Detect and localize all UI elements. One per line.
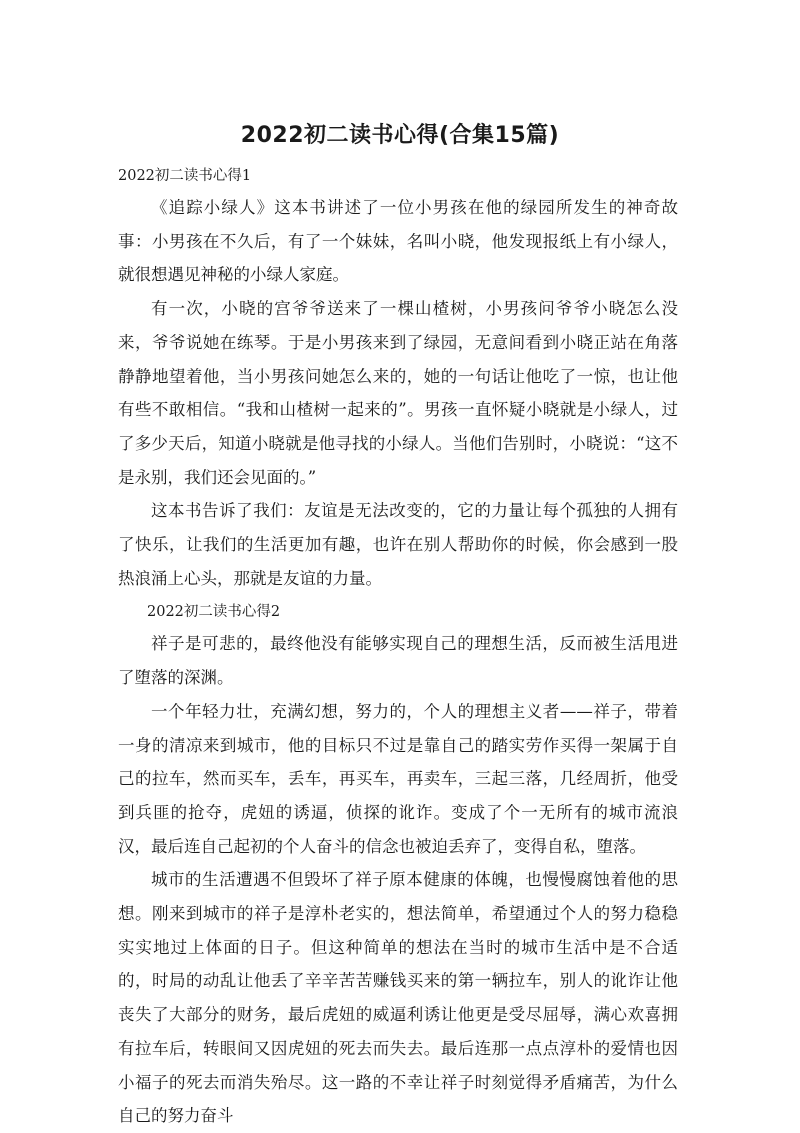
document-body: [118, 163, 678, 1133]
paragraph: 这本书告诉了我们：友谊是无法改变的，它的力量让每个孤独的人拥有了快乐，让我们的生活更加有趣，也许在别人帮助你的时候，你会感到一股热浪涌上心头，那就是友谊的力量。: [118, 501, 678, 588]
paragraph: 有一次，小晓的宫爷爷送来了一棵山楂树，小男孩问爷爷小晓怎么没来，爷爷说她在练琴。于是小男孩来到了绿园，无意间看到小晓正站在角落静静地望着他，当小男孩问她怎么来的，她的一句话让他吃了一惊，也让他有些不敢相信。“我和山楂树一起来的”。男孩一直怀疑小晓就是小绿人，过了多少天后，知道小晓就是他寻找的小绿人。当他们告别时，小晓说：“这不是永别，我们还会见面的。”: [118, 299, 678, 487]
paragraph: 城市的生活遭遇不但毁坏了祥子原本健康的体魄，也慢慢腐蚀着他的思想。刚来到城市的祥子是淳朴老实的，想法简单，希望通过个人的努力稳稳实实地过上体面的日子。但这种简单的想法在当时的城市生活中是不合适的，时局的动乱让他丢了辛辛苦苦赚钱买来的第一辆拉车，别人的讹诈让他丧失了大部分的财务，最后虎妞的威逼利诱让他更是受尽屈辱，满心欢喜拥有拉车后，转眼间又因虎妞的死去而失去。最后连那一点点淳朴的爱情也因小福子的死去而消失殆尽。这一路的不幸让祥子时刻觉得矛盾痛苦，为什么自己的努力奋斗: [118, 870, 678, 1126]
paragraph: 祥子是可悲的，最终他没有能够实现自己的理想生活，反而被生活甩进了堕落的深渊。: [118, 634, 678, 688]
section-heading: 2022初二读书心得2: [147, 604, 281, 621]
section-heading: 2022初二读书心得1: [118, 168, 252, 184]
paragraph: 《追踪小绿人》这本书讲述了一位小男孩在他的绿园所发生的神奇故事：小男孩在不久后，有了一个妹妹，名叫小晓，他发现报纸上有小绿人，就很想遇见神秘的小绿人家庭。: [118, 198, 678, 285]
document-title: 2022初二读书心得(合集15篇): [240, 123, 560, 148]
paragraph: 一个年轻力壮，充满幻想，努力的，个人的理想主义者——祥子，带着一身的清凉来到城市，他的目标只不过是靠自己的踏实劳作买得一架属于自己的拉车，然而买车，丢车，再买车，再卖车，三起三落，几经周折，他受到兵匪的抢夺，虎妞的诱逼，侦探的讹诈。变成了个一无所有的城市流浪汉，最后连自己起初的个人奋斗的信念也被迫丢弃了，变得自私，堕落。: [118, 701, 678, 856]
section-2: [118, 599, 678, 1133]
section-1: [118, 163, 678, 595]
